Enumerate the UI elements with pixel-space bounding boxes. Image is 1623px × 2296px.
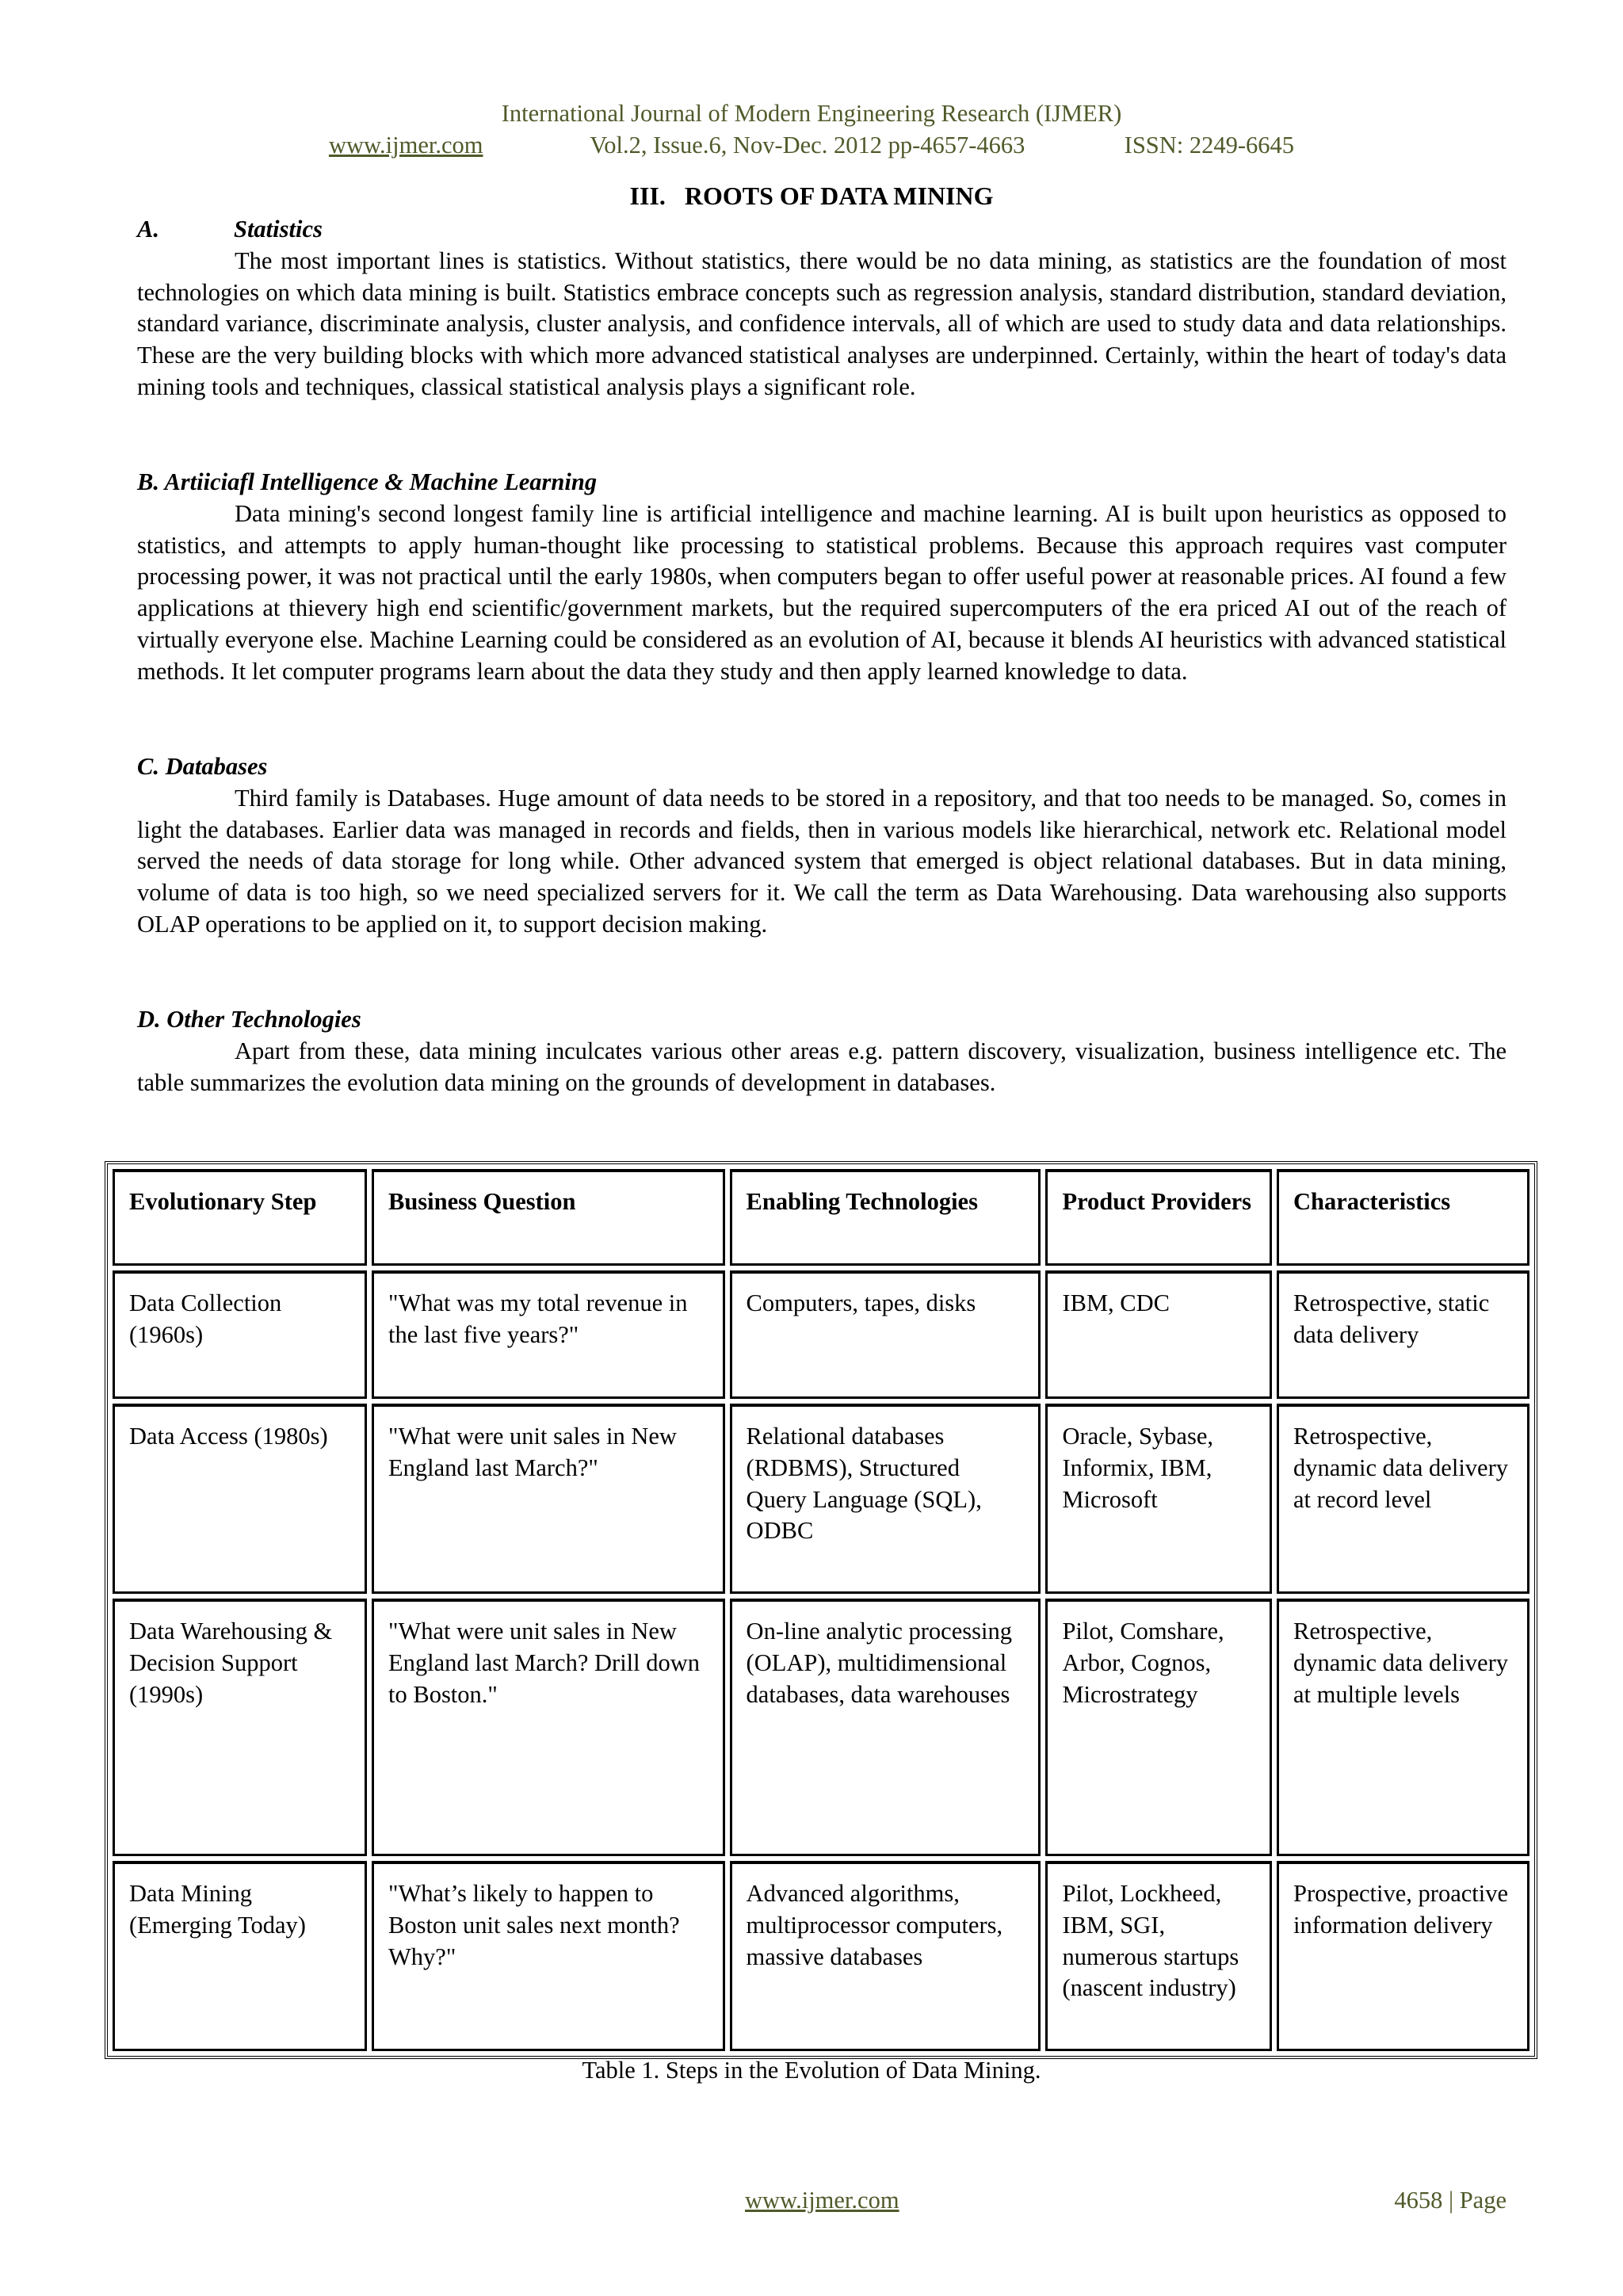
column-header: Enabling Technologies (730, 1169, 1041, 1266)
table-cell: On-line analytic processing (OLAP), multidimensional databases, data warehouses (730, 1599, 1041, 1856)
section-other-technologies (137, 1004, 1507, 1098)
column-header: Business Question (372, 1169, 725, 1266)
table-cell: Retrospective, static data delivery (1277, 1270, 1529, 1399)
table-row (113, 1404, 1529, 1594)
table-cell: "What were unit sales in New England last March?" (372, 1404, 725, 1594)
table-cell: IBM, CDC (1045, 1270, 1272, 1399)
evolution-table (105, 1161, 1537, 2059)
table-cell: Data Access (1980s) (113, 1404, 367, 1594)
table-row (113, 1861, 1529, 2051)
table-cell: "What’s likely to happen to Boston unit sales next month? Why?" (372, 1861, 725, 2051)
table-cell: Data Warehousing & Decision Support (1990s) (113, 1599, 367, 1856)
journal-title: International Journal of Modern Engineering Research (IJMER) (501, 100, 1122, 127)
section-statistics (137, 214, 1507, 403)
table-header-row (113, 1169, 1529, 1266)
issn: ISSN: 2249-6645 (1124, 132, 1295, 159)
section-paragraph: The most important lines is statistics. Without statistics, there would be no data mining, as statistics are the foundation of most technologies on which data mining is built. Statistics embrace concepts such as regression analysis, standard distribution, standard deviation, standard variance, discriminate analysis, cluster analysis, and confidence intervals, all of which are used to study data and data relationships. These are the very building blocks with which more advanced statistical analyses are underpinned. Certainly, within the heart of today's data mining tools and techniques, classical statistical analysis plays a significant role. (137, 246, 1507, 400)
journal-info-line (0, 129, 1623, 161)
table-row (113, 1270, 1529, 1399)
table-caption: Table 1. Steps in the Evolution of Data Mining. (582, 2057, 1041, 2084)
table-cell: Retrospective, dynamic data delivery at multiple levels (1277, 1599, 1529, 1856)
section-paragraph: Apart from these, data mining inculcates various other areas e.g. pattern discovery, visualization, business intelligence etc. The table summarizes the evolution data mining on the grounds of development in databases. (137, 1037, 1507, 1096)
table-row (113, 1599, 1529, 1856)
table-cell: Advanced algorithms, multiprocessor computers, massive databases (730, 1861, 1041, 2051)
table-cell: Computers, tapes, disks (730, 1270, 1041, 1399)
journal-website-link[interactable]: www.ijmer.com (328, 132, 483, 159)
footer-website-link[interactable]: www.ijmer.com (745, 2187, 899, 2214)
table-cell: "What were unit sales in New England last March? Drill down to Boston." (372, 1599, 725, 1856)
table-cell: Oracle, Sybase, Informix, IBM, Microsoft (1045, 1404, 1272, 1594)
table-cell: "What was my total revenue in the last five years?" (372, 1270, 725, 1399)
volume-info: Vol.2, Issue.6, Nov-Dec. 2012 pp-4657-4663 (590, 132, 1025, 159)
section-paragraph: Data mining's second longest family line is artificial intelligence and machine learning. AI is built upon heuristics as opposed to statistics, and attempts to apply human-thought like processing to statistical problems. Because this approach requires vast computer processing power, it was not practical until the early 1980s, when computers began to offer useful power at reasonable prices. AI found a few applications at thievery high end scientific/government markets, but the required supercomputers of the era priced AI out of the reach of virtually everyone else. Machine Learning could be considered as an evolution of AI, because it blends AI heuristics with advanced statistical methods. It let computer programs learn about the data they study and then apply learned knowledge to data. (137, 499, 1507, 685)
section-heading: C. Databases (137, 753, 268, 780)
column-header: Product Providers (1045, 1169, 1272, 1266)
table-cell: Data Mining (Emerging Today) (113, 1861, 367, 2051)
section-databases (137, 751, 1507, 941)
table-cell: Pilot, Lockheed, IBM, SGI, numerous startups (nascent industry) (1045, 1861, 1272, 2051)
table-cell: Relational databases (RDBMS), Structured Query Language (SQL), ODBC (730, 1404, 1041, 1594)
section-heading: A. Statistics (137, 216, 323, 243)
table-cell: Prospective, proactive information delivery (1277, 1861, 1529, 2051)
section-paragraph: Third family is Databases. Huge amount of data needs to be stored in a repository, and that too needs to be managed. So, comes in light the databases. Earlier data was managed in records and fields, then in various models like hierarchical, network etc. Relational model served the needs of data storage for long while. Other advanced system that emerged is object relational databases. But in data mining, volume of data is too high, so we need specialized servers for it. We call the term as Data Warehousing. Data warehousing also supports OLAP operations to be applied on it, to support decision making. (137, 784, 1507, 938)
table-cell: Data Collection (1960s) (113, 1270, 367, 1399)
section-ai-ml (137, 467, 1507, 688)
section-heading: B. Artiiciafl Intelligence & Machine Learning (137, 468, 598, 495)
table-cell: Retrospective, dynamic data delivery at record level (1277, 1404, 1529, 1594)
column-header: Characteristics (1277, 1169, 1529, 1266)
section-heading: D. Other Technologies (137, 1006, 361, 1033)
page-number: 4658 | Page (1394, 2187, 1507, 2214)
table-cell: Pilot, Comshare, Arbor, Cognos, Microstrategy (1045, 1599, 1272, 1856)
column-header: Evolutionary Step (113, 1169, 367, 1266)
section-title: III. ROOTS OF DATA MINING (629, 181, 994, 210)
